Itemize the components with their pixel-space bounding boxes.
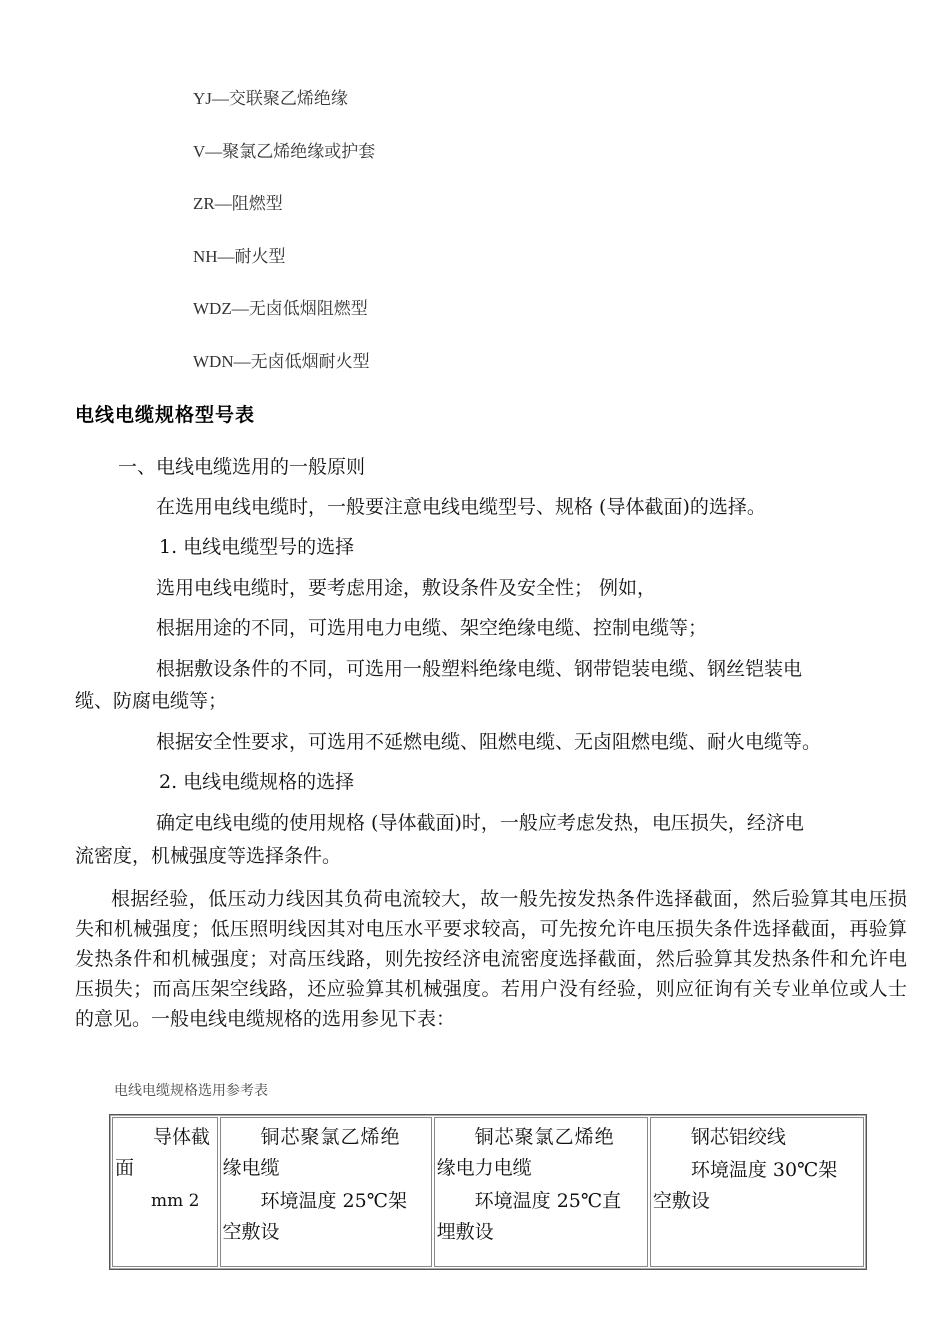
cell-text: mm 2 [151, 1191, 200, 1211]
cell-text: 缘电缆 [222, 1157, 280, 1179]
abbr-zr: ZR—阻燃型 [193, 194, 283, 213]
table-header-row [112, 1117, 864, 1267]
abbr-nh: NH—耐火型 [193, 247, 286, 266]
cell-text: 环境温度 25℃架 [260, 1190, 407, 1212]
cell-text: 环境温度 30℃架 [690, 1159, 838, 1181]
cell-steel-core-aluminum [650, 1117, 864, 1267]
usage-text: 根据用途的不同，可选用电力电缆、架空绝缘电缆、控制电缆等； [156, 617, 708, 639]
laying-text-line1: 根据敷设条件的不同，可选用一般塑料绝缘电缆、钢带铠装电缆、钢丝铠装电 [156, 658, 803, 680]
cell-text: 空敷设 [222, 1221, 280, 1243]
table-caption: 电线电缆规格选用参考表 [114, 1083, 268, 1099]
laying-text-line2: 缆、防腐电缆等； [75, 690, 228, 712]
abbr-wdz: WDZ—无卤低烟阻燃型 [193, 299, 368, 318]
abbr-v: V—聚氯乙烯绝缘或护套 [193, 142, 376, 161]
cell-text: 铜芯聚氯乙烯绝 [260, 1126, 401, 1148]
experience-paragraph [75, 884, 907, 1034]
cell-text: 环境温度 25℃直 [474, 1190, 622, 1212]
safety-text: 根据安全性要求，可选用不延燃电缆、阻燃电缆、无卤阻燃电缆、耐火电缆等。 [156, 731, 822, 753]
intro-text: 在选用电线电缆时，一般要注意电线电缆型号、规格 (导体截面)的选择。 [156, 496, 766, 518]
cell-conductor-section [112, 1117, 218, 1267]
cell-pvc-cable [220, 1117, 432, 1267]
spec-text-line2: 流密度，机械强度等选择条件。 [75, 845, 342, 867]
sub-heading: 一、电线电缆选用的一般原则 [118, 456, 366, 478]
item-1-heading: 1. 电线电缆型号的选择 [159, 536, 355, 558]
cell-text: 导体截 [153, 1126, 211, 1148]
cell-text: 空敷设 [652, 1190, 710, 1212]
item-1-text: 选用电线电缆时，要考虑用途，敷设条件及安全性； 例如， [156, 577, 657, 599]
cell-text: 面 [115, 1157, 135, 1179]
cable-spec-table [109, 1114, 867, 1270]
experience-paragraph-text: 根据经验，低压动力线因其负荷电流较大，故一般先按发热条件选择截面，然后验算其电压损失和机械强度；低压照明线因其对电压水平要求较高，可先按允许电压损失条件选择截面，再验算发热条件和机械强度；对高压线路，则先按经济电流密度选择截面，然后验算其发热条件和允许电压损失；而高压架空线路，还应验算其机械强度。若用户没有经验，则应征询有关专业单位或人士的意见。一般电线电缆规格的选用参见下表： [75, 888, 907, 1030]
cell-text: 缘电力电缆 [436, 1157, 532, 1179]
cell-text: 钢芯铝绞线 [690, 1126, 786, 1148]
abbr-wdn: WDN—无卤低烟耐火型 [193, 352, 370, 371]
cell-text: 铜芯聚氯乙烯绝 [474, 1126, 615, 1148]
abbr-yj: YJ—交联聚乙烯绝缘 [193, 89, 348, 108]
cell-text: 埋敷设 [436, 1221, 494, 1243]
cell-pvc-power-cable [434, 1117, 648, 1267]
spec-text-line1: 确定电线电缆的使用规格 (导体截面)时，一般应考虑发热，电压损失，经济电 [156, 812, 804, 834]
item-2-heading: 2. 电线电缆规格的选择 [159, 771, 355, 793]
section-heading: 电线电缆规格型号表 [75, 404, 256, 426]
